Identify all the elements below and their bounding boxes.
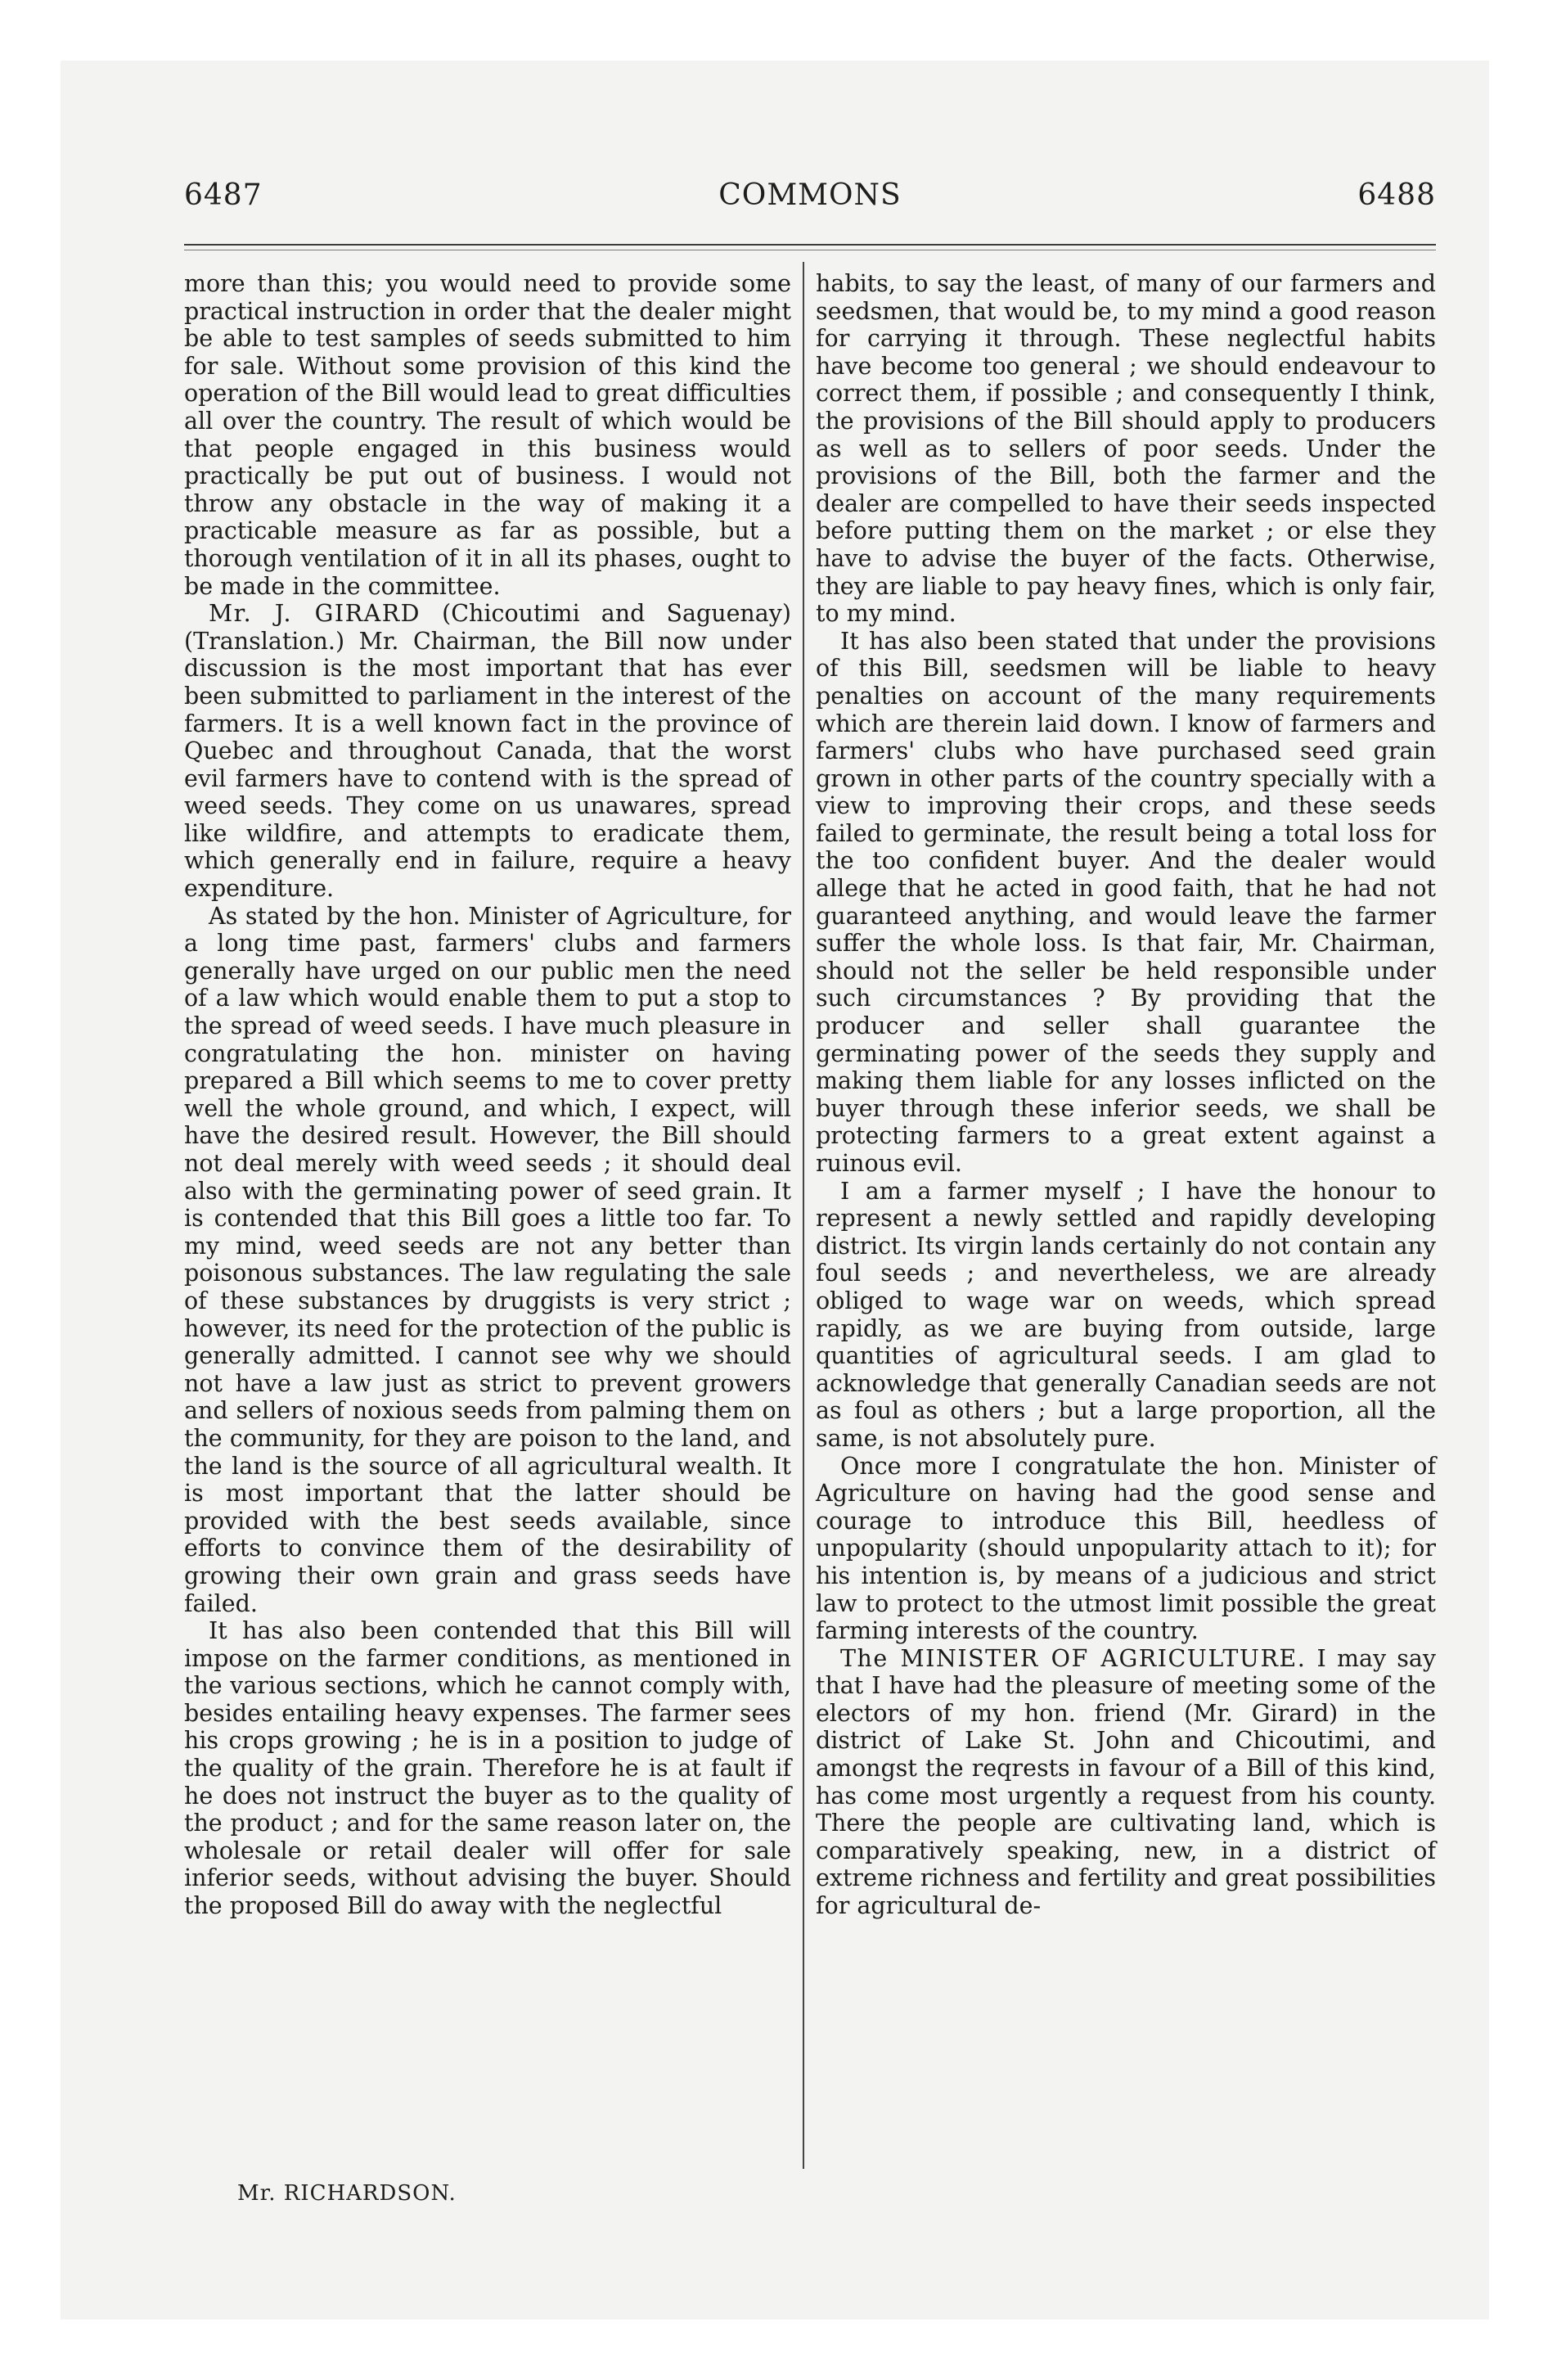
paragraph [816,1645,1436,1920]
paragraph: It has also been contended that this Bill will impose on the farmer conditions, as mentioned in the various sections, which he cannot comply with, besides entailing heavy expenses. The farmer sees his crops growing ; he is in a position to judge of the quality of the grain. Therefore he is at fault if he does not instruct the buyer as to the quality of the product ; and for the same reason later on, the wholesale or retail dealer will offer for sale inferior seeds, without advising the buyer. Should the proposed Bill do away with the neglectful [184,1617,791,1920]
column-divider [803,262,804,2169]
speaker-name: Mr. J. GIRARD [209,600,421,628]
paragraph: Once more I congratulate the hon. Minister of Agriculture on having had the good sense and courage to introduce this Bill, heedless of unpopularity (should unpopularity attach to it); for his intention is, by means of a judicious and strict law to protect to the utmost limit possible the great farming interests of the country. [816,1452,1436,1645]
paragraph: I am a farmer myself ; I have the honour to represent a newly settled and rapidly developing district. Its virgin lands certainly do not contain any foul seeds ; and nevertheless, we are already obliged to wage war on weeds, which spread rapidly, as we are buying from outside, large quantities of agricultural seeds. I am glad to acknowledge that generally Canadian seeds are not as foul as others ; but a large proportion, all the same, is not absolutely pure. [816,1177,1436,1452]
paragraph-text: I may say that I have had the pleasure of meeting some of the electors of my hon. friend (Mr. Girard) in the district of Lake St. John and Chicoutimi, and amongst the reqrests in favour of a Bill of this kind, has come most urgently a request from his county. There the people are cultivating land, which is comparatively speaking, new, in a district of extreme richness and fertility and great possibilities for agricultural de- [816,1644,1436,1920]
paragraph-text: (Chicoutimi and Saguenay) (Translation.) Mr. Chairman, the Bill now under discussion is the most important that has ever been submitted to parliament in the interest of the farmers. It is a well known fact in the province of Quebec and throughout Canada, that the worst evil farmers have to contend with is the spread of weed seeds. They come on us unawares, spread like wildfire, and attempts to eradicate them, which generally end in failure, require a heavy expenditure. [184,600,791,903]
speaker-name: The MINISTER OF AGRICULTURE. [840,1644,1307,1672]
running-footer: Mr. RICHARDSON. [237,2181,457,2206]
right-column [816,270,1436,1920]
page-header [184,178,1436,219]
header-rule [184,244,1436,246]
paragraph: It has also been stated that under the provisions of this Bill, seedsmen will be liable to heavy penalties on account of the many requirements which are therein laid down. I know of farmers and farmers' clubs who have purchased seed grain grown in other parts of the country specially with a view to improving their crops, and these seeds failed to germinate, the result being a total loss for the too confident buyer. And the dealer would allege that he acted in good faith, that he had not guaranteed anything, and would leave the farmer suffer the whole loss. Is that fair, Mr. Chairman, should not the seller be held responsible under such circumstances ? By providing that the producer and seller shall guarantee the germinating power of the seeds they supply and making them liable for any losses inflicted on the buyer through these inferior seeds, we shall be protecting farmers to a great extent against a ruinous evil. [816,627,1436,1177]
paragraph: more than this; you would need to provide some practical instruction in order that the dealer might be able to test samples of seeds submitted to him for sale. Without some provision of this kind the operation of the Bill would lead to great difficulties all over the country. The result of which would be that people engaged in this business would practically be put out of business. I would not throw any obstacle in the way of making it a practicable measure as far as possible, but a thorough ventilation of it in all its phases, ought to be made in the committee. [184,270,791,600]
page-number-right: 6488 [1357,178,1436,212]
page-title: COMMONS [718,178,902,212]
left-column [184,270,791,1920]
paragraph [184,600,791,903]
page-number-left: 6487 [184,178,263,212]
paragraph: As stated by the hon. Minister of Agriculture, for a long time past, farmers' clubs and farmers generally have urged on our public men the need of a law which would enable them to put a stop to the spread of weed seeds. I have much pleasure in congratulating the hon. minister on having prepared a Bill which seems to me to cover pretty well the whole ground, and which, I expect, will have the desired result. However, the Bill should not deal merely with weed seeds ; it should deal also with the germinating power of seed grain. It is contended that this Bill goes a little too far. To my mind, weed seeds are not any better than poisonous substances. The law regulating the sale of these substances by druggists is very strict ; however, its need for the protection of the public is generally admitted. I cannot see why we should not have a law just as strict to prevent growers and sellers of noxious seeds from palming them on the community, for they are poison to the land, and the land is the source of all agricultural wealth. It is most important that the latter should be provided with the best seeds available, since efforts to convince them of the desirability of growing their own grain and grass seeds have failed. [184,902,791,1617]
paragraph: habits, to say the least, of many of our farmers and seedsmen, that would be, to my mind a good reason for carrying it through. These neglectful habits have become too general ; we should endeavour to correct them, if possible ; and consequently I think, the provisions of the Bill should apply to producers as well as to sellers of poor seeds. Under the provisions of the Bill, both the farmer and the dealer are compelled to have their seeds inspected before putting them on the market ; or else they have to advise the buyer of the facts. Otherwise, they are liable to pay heavy fines, which is only fair, to my mind. [816,270,1436,628]
